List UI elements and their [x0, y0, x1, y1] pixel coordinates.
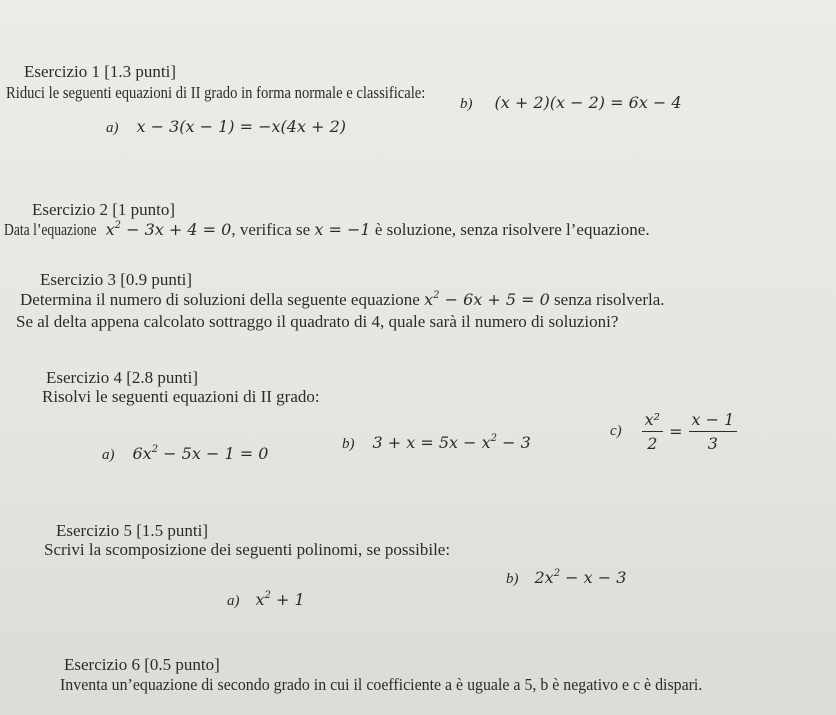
exercise-6-title: Esercizio 6 [0.5 punto]: [64, 655, 220, 674]
exercise-4b-label: b): [342, 436, 355, 452]
exercise-5-title: Esercizio 5 [1.5 punti]: [56, 521, 209, 540]
exercise-5a-label: a): [227, 593, 240, 609]
exercise-5b-label: b): [506, 571, 519, 587]
exercise-1-instruction: Riduci le seguenti equazioni di II grado in forma normale e classificale:: [6, 83, 426, 102]
exercise-4a: [102, 444, 268, 464]
exercise-4-instruction: Risolvi le seguenti equazioni di II grado:: [42, 387, 320, 406]
exercise-1b-label: b): [460, 96, 473, 112]
exercise-4a-label: a): [102, 447, 115, 463]
exercise-1a: [106, 117, 346, 137]
exercise-5a-polynomial: $x^2 + 1$: [255, 590, 305, 609]
exercise-5-instruction: Scrivi la scomposizione dei seguenti polinomi, se possibile:: [44, 540, 451, 559]
exercise-3-line1: Determina il numero di soluzioni della seguente equazione $x^2 - 6x + 5 = 0$ senza risolverla.: [20, 290, 665, 309]
exercise-5b: [506, 568, 626, 588]
exercise-2-instruction: Data l’equazione $x^2 - 3x + 4 = 0$, verifica se x = −1 è soluzione, senza risolvere l’equazione.: [4, 220, 650, 239]
exercise-4-title: Esercizio 4 [2.8 punti]: [46, 368, 199, 387]
exercise-1a-label: a): [106, 120, 119, 136]
exercise-1a-equation: x − 3(x − 1) = −x(4x + 2): [136, 117, 346, 136]
exercise-1b: [460, 93, 682, 113]
exercise-5a: [227, 590, 305, 610]
exercise-4c-equation: $\frac{\text{x²}}{2}$ = $\frac{x - 1}{3}$: [642, 410, 738, 453]
exercise-1-title: Esercizio 1 [1.3 punti]: [24, 62, 177, 81]
exercise-4c: [610, 410, 737, 453]
exercise-3-title: Esercizio 3 [0.9 punti]: [40, 270, 193, 289]
exercise-2-title: Esercizio 2 [1 punto]: [32, 200, 176, 219]
exercise-4c-label: c): [610, 423, 622, 439]
exercise-4b: [342, 433, 531, 453]
exercise-5b-polynomial: $2x^2 - x - 3$: [534, 568, 627, 587]
exercise-3-line2: Se al delta appena calcolato sottraggo il quadrato di 4, quale sarà il numero di soluzioni?: [16, 312, 619, 331]
exercise-4b-equation: $3 + x = 5x - x^2 - 3$: [372, 433, 531, 452]
exercise-6-instruction: Inventa un’equazione di secondo grado in cui il coefficiente a è uguale a 5, b è negativo e c è dispari.: [60, 675, 703, 694]
exercise-4a-equation: $6x^2 - 5x - 1 = 0$: [132, 444, 269, 463]
exercise-1b-equation: (x + 2)(x − 2) = 6x − 4: [494, 93, 682, 112]
